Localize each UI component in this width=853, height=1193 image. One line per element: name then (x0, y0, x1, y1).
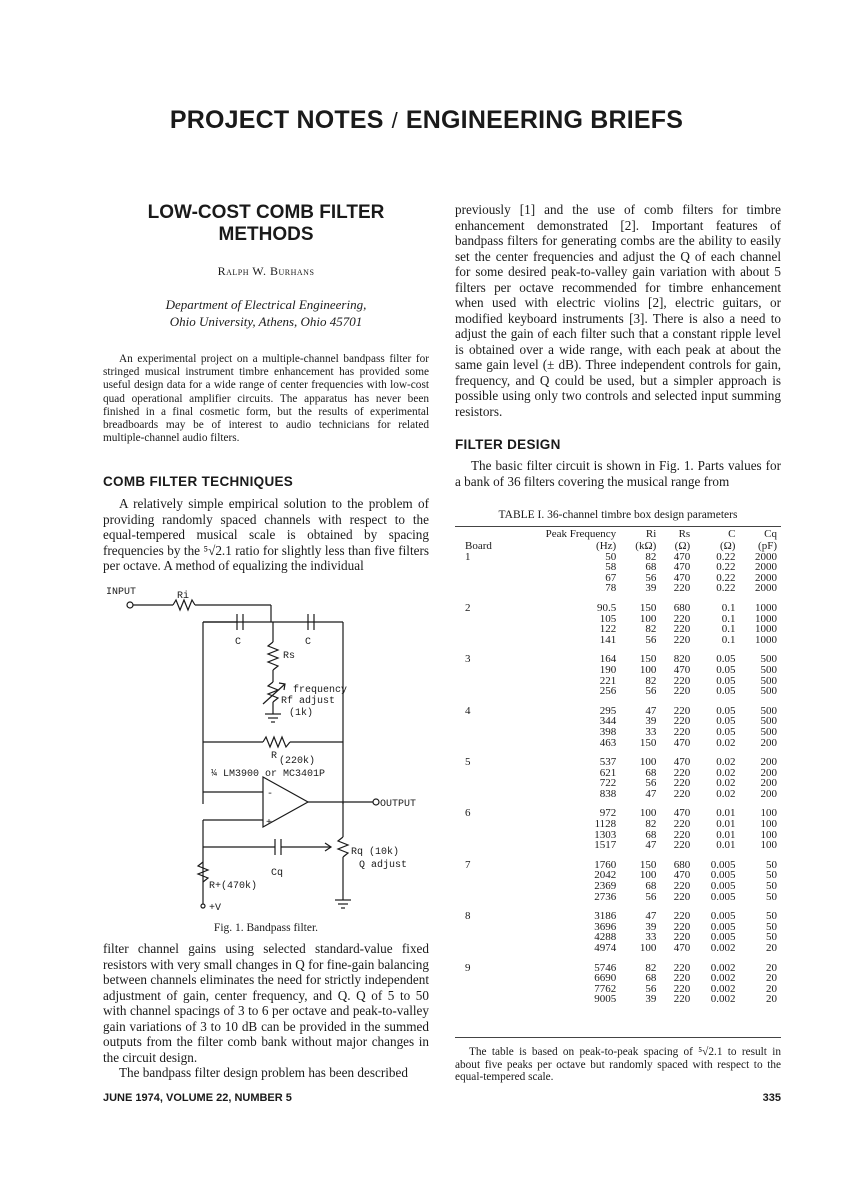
table-cell: 0.005 (710, 869, 736, 882)
table-cell: 470 (673, 756, 691, 769)
table-cell: 50 (766, 931, 777, 944)
table-cell: 33 (645, 931, 657, 944)
table-cell: 2000 (755, 550, 777, 563)
board-cell: 1 (465, 550, 471, 563)
table-head (455, 528, 781, 552)
paragraph: The basic filter circuit is shown in Fig. 1. Parts values for a bank of 36 filters covering the musical range from (455, 458, 781, 489)
table-cell: 56 (645, 571, 657, 584)
table-cell: 463 (599, 736, 617, 749)
table-cell: 220 (673, 623, 691, 636)
table-cell: 220 (673, 612, 691, 625)
table-cell: 470 (673, 736, 691, 749)
table-cell: 1000 (755, 633, 777, 646)
table-cell: 20 (766, 961, 777, 974)
label-output: OUTPUT (380, 799, 417, 810)
table-cell: 2000 (755, 582, 777, 595)
table-cell: 500 (760, 653, 777, 666)
table-cell: 0.01 (716, 828, 736, 841)
table-cell: 3696 (594, 920, 617, 933)
table-cell: 2369 (594, 880, 617, 893)
table-cell: 50 (605, 550, 617, 563)
table-cell: 100 (639, 807, 657, 820)
table-cell: 7762 (594, 982, 617, 995)
table-cell: 256 (599, 685, 617, 698)
table-cell: 200 (760, 756, 777, 769)
header-cell: Cq (764, 528, 777, 540)
table-row (455, 603, 781, 614)
table-cell: 220 (673, 828, 691, 841)
comb-paragraph-1 (103, 496, 429, 574)
table-cell: 220 (673, 961, 691, 974)
table-cell: 82 (645, 961, 657, 974)
table-cell: 220 (673, 972, 691, 985)
table-cell: 1000 (755, 623, 777, 636)
table-cell: 0.02 (716, 777, 736, 790)
table-units-row (455, 541, 781, 552)
board-cell: 4 (465, 704, 471, 717)
board-cell (455, 778, 512, 789)
board-cell (455, 984, 512, 995)
table-cell: 220 (673, 839, 691, 852)
board-cell (455, 768, 512, 779)
table-cell: 220 (673, 685, 691, 698)
table-row (455, 994, 781, 1005)
table-cell: 100 (639, 612, 657, 625)
label-plus: + (266, 818, 273, 829)
table-cell: 500 (760, 704, 777, 717)
table-cell: 47 (645, 787, 657, 800)
table-cell: 150 (639, 653, 657, 666)
table-cell: 0.005 (710, 920, 736, 933)
label-r-value: (220k) (279, 756, 316, 767)
table-cell: 20 (766, 972, 777, 985)
table-cell: 9005 (594, 993, 617, 1006)
board-cell (455, 819, 512, 830)
label-c2: C (305, 637, 312, 648)
label-vplus: +V (209, 903, 222, 912)
table-cell: 20 (766, 982, 777, 995)
table-cell: 0.22 (716, 561, 736, 574)
table-cell: 295 (599, 704, 617, 717)
table-cell: 0.1 (721, 623, 736, 636)
table-cell: 470 (673, 869, 691, 882)
table-cell: 470 (673, 807, 691, 820)
label-frequency: frequency (293, 685, 348, 696)
table-row (455, 727, 781, 738)
board-cell: 8 (465, 910, 471, 923)
board-cell (455, 727, 512, 738)
table-cell: 68 (645, 561, 657, 574)
label-rf-adjust: Rf adjust (281, 696, 336, 707)
table-cell: 20 (766, 942, 777, 954)
table-cell: 200 (760, 766, 777, 779)
article-title: LOW-COST COMB FILTER METHODS (147, 202, 385, 245)
header-separator: / (391, 108, 398, 133)
table-cell: 398 (599, 725, 617, 738)
board-cell (455, 624, 512, 635)
board-cell (455, 840, 512, 851)
board-cell (455, 676, 512, 687)
table-cell: 0.22 (716, 571, 736, 584)
paragraph: previously [1] and the use of comb filters for timbre enhancement demonstrated [2]. Important features of bandpass filters for generating combs are the ability to easily set the center frequencies and adjust the Q of each channel for some desired peak-to-valley gain variation with about 5 filters per octave recommended for timbre enhancement when used with electric violins [2], electric guitars, or modified keyboard instruments [3]. There is also a need to adjust the gain of each filter such that a constant ripple level is obtained over a wide range, with each peak at about the same gain level (± dB). Three independent controls for gain, frequency, and Q could be used, but a simpler approach is possible using only two controls and selected input summing resistors. (455, 202, 781, 419)
table-cell: 0.01 (716, 818, 736, 831)
table-cell: 4974 (594, 942, 617, 954)
board-cell (455, 932, 512, 943)
board-cell (455, 922, 512, 933)
table-cell: 100 (639, 869, 657, 882)
label-c1: C (235, 637, 242, 648)
table-cell: 0.1 (721, 601, 736, 614)
table-cell: 68 (645, 828, 657, 841)
table-cell: 470 (673, 663, 691, 676)
paragraph: filter channel gains using selected standard-value fixed resistors with very small changes in Q for fine-gain balancing between channels eliminates the need for strictly independent adjustment of gain, center frequency, and Q. Q of 5 to 50 with channel spacings of 3 to 6 per octave and peak-to-valley gain variations of 3 to 10 dB can be provided in the summed outputs from the filter comb bank without major changes in the circuit design. (103, 941, 429, 1065)
table-cell: 220 (673, 920, 691, 933)
table-cell: 220 (673, 880, 691, 893)
table-cell: 90.5 (596, 601, 617, 614)
table-cell: 47 (645, 910, 657, 923)
label-rf-value: (1k) (289, 708, 314, 719)
table-cell: 39 (645, 582, 657, 595)
table-cell: 0.002 (710, 961, 736, 974)
right-intro (455, 202, 781, 419)
board-cell: 3 (465, 653, 471, 666)
table-cell: 100 (760, 839, 777, 852)
table-cell: 220 (673, 777, 691, 790)
table-cell: 141 (599, 633, 617, 646)
board-cell (455, 830, 512, 841)
board-cell (455, 635, 512, 646)
table-cell: 50 (766, 880, 777, 893)
table-cell: 56 (645, 982, 657, 995)
table-cell: 220 (673, 704, 691, 717)
table-cell: 500 (760, 685, 777, 698)
table-cell: 0.005 (710, 858, 736, 871)
table-cell: 0.05 (716, 653, 736, 666)
footer-issue: JUNE 1974, VOLUME 22, NUMBER 5 (103, 1092, 292, 1104)
table-cell: 1000 (755, 612, 777, 625)
board-cell (455, 870, 512, 881)
table-cell: 220 (673, 633, 691, 646)
table-cell: 100 (760, 828, 777, 841)
table-cell: 2736 (594, 890, 617, 903)
header-cell: Peak Frequency (545, 528, 617, 540)
table-top-rule (455, 526, 781, 527)
table-cell: 20 (766, 993, 777, 1006)
table-cell: 122 (599, 623, 617, 636)
table-cell: 39 (645, 920, 657, 933)
table-cell: 150 (639, 601, 657, 614)
table-cell: 470 (673, 561, 691, 574)
table-cell: 6690 (594, 972, 617, 985)
table-cell: 47 (645, 839, 657, 852)
table-row (455, 789, 781, 800)
paragraph: The bandpass filter design problem has been described (119, 1065, 408, 1080)
table-cell: 78 (605, 582, 617, 595)
board-cell (455, 789, 512, 800)
table-cell: 220 (673, 787, 691, 800)
board-cell: 9 (465, 961, 471, 974)
table-cell: 1760 (594, 858, 617, 871)
table-row (455, 892, 781, 903)
table-cell: 0.05 (716, 674, 736, 687)
board-cell (455, 562, 512, 573)
affiliation-line-2: Ohio University, Athens, Ohio 45701 (169, 314, 363, 329)
table-cell: 220 (673, 931, 691, 944)
table-cell: 150 (639, 858, 657, 871)
journal-header (0, 106, 853, 135)
table-cell: 220 (673, 766, 691, 779)
table-cell: 67 (605, 571, 617, 584)
table-cell: 0.1 (721, 633, 736, 646)
table-cell: 50 (766, 869, 777, 882)
figure-caption: Fig. 1. Bandpass filter. (213, 922, 319, 934)
board-cell (455, 881, 512, 892)
board-cell (455, 665, 512, 676)
table-cell: 220 (673, 910, 691, 923)
table-row (455, 686, 781, 697)
table-cell: 0.002 (710, 972, 736, 985)
table-cell: 50 (766, 858, 777, 871)
table-cell: 0.005 (710, 931, 736, 944)
table-bottom-rule (455, 1037, 781, 1038)
table-cell: 82 (645, 818, 657, 831)
board-cell (455, 943, 512, 954)
table-cell: 972 (599, 807, 617, 820)
table-cell: 220 (673, 890, 691, 903)
table-row (455, 583, 781, 594)
article-author: Ralph W. Burhans (217, 264, 315, 278)
label-rq: Rq (10k) (351, 847, 400, 858)
table-cell: 680 (673, 601, 691, 614)
table-cell: 500 (760, 663, 777, 676)
board-cell: 5 (465, 756, 471, 769)
table-cell: 470 (673, 550, 691, 563)
page-number: 335 (762, 1092, 781, 1104)
table-cell: 0.02 (716, 736, 736, 749)
label-cq: Cq (271, 868, 284, 879)
affiliation-line-1: Department of Electrical Engineering, (165, 297, 367, 312)
table-cell: 58 (605, 561, 617, 574)
table-cell: 105 (599, 612, 617, 625)
table-cell: 1128 (594, 818, 617, 831)
table-cell: 100 (760, 818, 777, 831)
label-rplus: R+(470k) (209, 881, 258, 892)
table-cell: 0.22 (716, 550, 736, 563)
unit-cell: (Ω) (674, 540, 691, 552)
label-input: INPUT (106, 587, 137, 598)
header-cell: Rs (678, 528, 691, 540)
table-cell: 0.005 (710, 880, 736, 893)
table-cell: 220 (673, 982, 691, 995)
table-cell: 220 (673, 715, 691, 728)
design-paragraph (455, 458, 781, 489)
table-cell: 100 (639, 663, 657, 676)
header-right: ENGINEERING BRIEFS (405, 106, 684, 134)
table-cell: 100 (639, 756, 657, 769)
table-cell: 0.01 (716, 807, 736, 820)
table-cell: 470 (673, 571, 691, 584)
table-cell: 1517 (594, 839, 617, 852)
header-left: PROJECT NOTES (169, 106, 384, 134)
table-cell: 0.05 (716, 704, 736, 717)
header-cell: C (728, 528, 736, 540)
table-cell: 82 (645, 674, 657, 687)
table-cell: 68 (645, 766, 657, 779)
board-cell (455, 738, 512, 749)
table-cell: 0.005 (710, 890, 736, 903)
table-cell: 220 (673, 993, 691, 1006)
label-rs: Rs (283, 651, 296, 662)
label-r: R (271, 751, 278, 762)
board-cell (455, 994, 512, 1005)
table-cell: 3186 (594, 910, 617, 923)
table-cell: 56 (645, 685, 657, 698)
table-cell: 190 (599, 663, 617, 676)
table-footnote: The table is based on peak-to-peak spacing of ⁵√2.1 to result in about five peaks per octave but randomly spaced with respect to the equal-tempered scale. (455, 1046, 781, 1083)
table-cell: 2042 (594, 869, 617, 882)
table-cell: 0.05 (716, 685, 736, 698)
table-title: TABLE I. 36-channel timbre box design parameters (498, 509, 738, 521)
table-cell: 220 (673, 582, 691, 595)
bandpass-filter-schematic (103, 582, 433, 912)
board-cell (455, 573, 512, 584)
table-cell: 164 (599, 653, 617, 666)
header-cell: Ri (645, 528, 657, 540)
table-cell: 82 (645, 623, 657, 636)
label-opamp: ¼ LM3900 or MC3401P (211, 769, 326, 780)
board-cell: 6 (465, 807, 471, 820)
label-q-adjust: Q adjust (359, 860, 408, 871)
table-cell: 0.1 (721, 612, 736, 625)
table-cell: 56 (645, 777, 657, 790)
table-cell: 500 (760, 725, 777, 738)
table-cell: 220 (673, 725, 691, 738)
table-cell: 621 (599, 766, 617, 779)
unit-cell: (pF) (758, 540, 777, 552)
table-cell: 838 (599, 787, 617, 800)
table-cell: 0.002 (710, 993, 736, 1006)
label-minus: - (267, 789, 274, 800)
section-heading-comb: COMB FILTER TECHNIQUES (103, 474, 294, 489)
table-cell: 200 (760, 777, 777, 790)
table-cell: 722 (599, 777, 617, 790)
table-cell: 4288 (594, 931, 617, 944)
table-cell: 5746 (594, 961, 617, 974)
table-cell: 100 (760, 807, 777, 820)
table-row (455, 738, 781, 749)
table-cell: 0.01 (716, 839, 736, 852)
table-body (455, 552, 781, 1005)
table-cell: 50 (766, 920, 777, 933)
table-cell: 0.002 (710, 982, 736, 995)
board-cell (455, 973, 512, 984)
table-cell: 680 (673, 858, 691, 871)
table-row (455, 943, 781, 954)
table-cell: 68 (645, 880, 657, 893)
table-cell: 56 (645, 890, 657, 903)
table-cell: 50 (766, 910, 777, 923)
abstract: An experimental project on a multiple-channel bandpass filter for stringed musical instrument timbre enhancement has provided some useful design data for a wide range of center frequencies with low-cost quad operational amplifier circuits. The apparatus has never been finished in a final cosmetic form, but the results of experimental breadboards may be of interest to audio technicians for related multiple-channel audio filters. (103, 353, 429, 445)
table-cell: 56 (645, 633, 657, 646)
board-cell: 2 (465, 601, 471, 614)
table-row (455, 635, 781, 646)
table-cell: 2000 (755, 571, 777, 584)
unit-cell: (Hz) (596, 540, 617, 552)
table-cell: 220 (673, 674, 691, 687)
author-affiliation (103, 296, 429, 330)
table-cell: 33 (645, 725, 657, 738)
table-cell: 344 (599, 715, 617, 728)
table-cell: 0.002 (710, 942, 736, 954)
table-cell: 1000 (755, 601, 777, 614)
table-cell: 82 (645, 550, 657, 563)
table-cell: 39 (645, 993, 657, 1006)
table-cell: 470 (673, 942, 691, 954)
table-cell: 50 (766, 890, 777, 903)
table-row (455, 665, 781, 676)
unit-cell: (kΩ) (635, 540, 657, 552)
board-cell: 7 (465, 858, 471, 871)
table-cell: 0.05 (716, 663, 736, 676)
table-cell: 200 (760, 736, 777, 749)
comb-paragraph-2 (103, 941, 429, 1081)
table-cell: 150 (639, 736, 657, 749)
label-ri: Ri (177, 591, 190, 602)
table-cell: 0.05 (716, 715, 736, 728)
table-cell: 2000 (755, 561, 777, 574)
table-cell: 0.02 (716, 766, 736, 779)
table-cell: 39 (645, 715, 657, 728)
paragraph: A relatively simple empirical solution to the problem of providing randomly spaced channels with respect to the equal-tempered musical scale is obtained by spacing frequencies by the ⁵√2.1 ratio for slightly less than five filters per octave. A method of equalizing the individual (103, 496, 429, 573)
table-cell: 500 (760, 715, 777, 728)
table-cell: 220 (673, 818, 691, 831)
unit-cell: (Ω) (719, 540, 736, 552)
table-cell: 0.22 (716, 582, 736, 595)
table-cell: 537 (599, 756, 617, 769)
board-cell (455, 686, 512, 697)
board-cell (455, 716, 512, 727)
table-cell: 47 (645, 704, 657, 717)
unit-cell: Board (465, 540, 492, 552)
board-cell (455, 583, 512, 594)
table-cell: 0.02 (716, 787, 736, 800)
table-cell: 500 (760, 674, 777, 687)
table-cell: 221 (599, 674, 617, 687)
section-heading-design: FILTER DESIGN (455, 437, 561, 452)
table-cell: 1303 (594, 828, 617, 841)
table-cell: 0.02 (716, 756, 736, 769)
table-cell: 0.05 (716, 725, 736, 738)
table-row (455, 840, 781, 851)
table-cell: 100 (639, 942, 657, 954)
board-cell (455, 614, 512, 625)
design-parameters-table (455, 528, 781, 1005)
table-cell: 68 (645, 972, 657, 985)
board-cell (455, 892, 512, 903)
table-cell: 820 (673, 653, 691, 666)
table-cell: 200 (760, 787, 777, 800)
table-cell: 0.005 (710, 910, 736, 923)
